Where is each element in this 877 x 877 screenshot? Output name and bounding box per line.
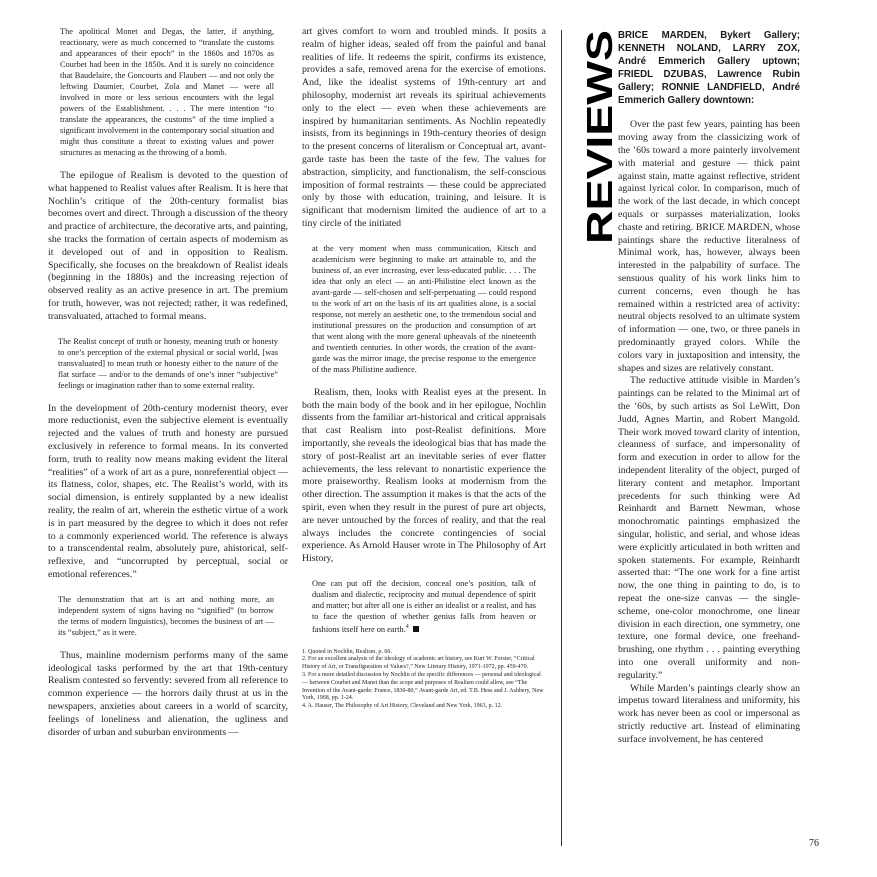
footnote-1: 1. Quoted in Nochlin, Realism, p. 60. xyxy=(302,648,392,655)
hauser-quote-text: One can put off the decision, conceal one’s position, talk of dualism and dialectic, reciprocity and mutual dependence of spirit and matter; but after all one is either an idealist or a realist, and has to face the question of whether genius falls from heaven or fashions itself here on earth. xyxy=(312,578,536,634)
block-quote-demonstration: The demonstration that art is art and nothing more, an independent system of signs having no “signified” (to borrow the terms of modern linguistics), becomes the business of art — its “subject,” as it were. xyxy=(58,594,274,637)
paragraph-epilogue: The epilogue of Realism is devoted to the question of what happened to Realist values after Realism. It is here that Nochlin’s critique of the 20th-century formalist bias becomes overt and direct. Through a discussion of the theory and practice of architecture, the decorative arts, and painting, she tracks the formation of certain aspects of modernism as it developed out of and in opposition to Realism. Specifically, she focuses on the breakdown of Realist ideals (beginning in the 1880s) and the increasing rejection of observed reality as an active presence in art. The premium for truth, however, was not rejected; rather, it was redefined, transvaluated, attached to formal means. xyxy=(48,170,288,322)
middle-column xyxy=(302,26,546,711)
footnotes xyxy=(302,647,546,711)
reviews-title-svg xyxy=(579,28,620,246)
paragraph-marden-literalness: While Marden’s paintings clearly show an impetus toward literalness and uniformity, his work has never been as cool or impersonal as strictly reductive art. Instead of eliminating surface involvement, he has centered xyxy=(618,682,800,745)
left-column xyxy=(48,26,288,739)
block-quote-realist-concept: The Realist concept of truth or honesty, meaning truth or honesty to one’s perception of the external physical or social world, [was transvaluated] to mean truth or honesty either to the nature of the flat surface — and/or to the demands of one’s inner “subjective” feelings or imagination rather than to some external reality. xyxy=(58,336,278,390)
block-quote-hauser xyxy=(302,578,546,635)
page-number: 76 xyxy=(809,838,819,849)
footnote-2: 2. For an excellent analysis of the ideology of academic art history, see Kurt W. Forster, “Critical History of Art, or Transfiguration of Values?,” New Literary History, 1971-1972, pp. 459-470. xyxy=(302,656,535,671)
paragraph-realism-looks: Realism, then, looks with Realist eyes at the present. In both the main body of the book and in her epilogue, Nochlin dissents from the familiar art-historical and critical appraisals that cast Realism into post-Realist definitions. More importantly, she reveals the ideological bias that has made the story of post-Realist art an inevitable series of ever flatter achievements, the less relevant to nonartistic experience the more praiseworthy. Realism looks at modernism from the other direction. The assumption it makes is that the acts of the spirit, even when they result in the purest of pure art objects, are never untouched by the forces of reality, and that the real always includes the concrete contingencies of social experience. As Arnold Hauser wrote in The Philosophy of Art History, xyxy=(302,386,546,565)
footnote-3: 3. For a more detailed discussion by Nochlin of the specific differences — personal and ideological — between Courbet and Manet than the scope and purposes of Realism could allow, see “The Invention of the Avant-garde: France, 1830-80,” Avant-garde Art, ed. T.B. Hess and J. Ashbery, New York, 1968, pp. 1-24. xyxy=(302,672,544,702)
reviews-title-text: REVIEWS xyxy=(579,77,620,244)
block-quote-mass-communication: at the very moment when mass communication, Kitsch and academicism were beginning to make art attainable to, and the business of, an ever increasing, ever less-educated public. . . . The idea that only an elect — an anti-Philistine elect known as the avant-garde — self-chosen and self-perpetuating — could respond to the work of art on the basis of its art qualities alone, is a social response, not merely an aesthetic one, to the tremendous social and institutional pressures on the production and consumption of art that went along with the more general upheavals of the nineteenth and twentieth centuries. In other words, the creation of the avant-garde was the mirror image, the precise response to the emergence of the mass Philistine audience. xyxy=(312,243,536,374)
paragraph-modernist-theory: In the development of 20th-century modernist theory, ever more reductionist, even the subjective element is eventually rejected and the values of truth and honesty are pursued exclusively in reference to formal means. In its converted form, truth to reality now means making evident the literal “realities” of a work of art as a pure, nonreferential object — its flatness, color, shapes, etc. The Realist’s world, with its social dimension, is entirely supplanted by a new idealist reality, the realm of art, wherein the esthetic virtue of a work is in part measured by the degree to which it does not refer to a commonly experienced world. The reference is always to a transcendental realm, absolutely pure, ahistorical, self-reflexive, and “uncorrupted by perceptual, social or emotional references.” xyxy=(48,402,288,580)
footnote-marker: 4 xyxy=(405,623,409,630)
block-quote-monet: The apolitical Monet and Degas, the latter, if anything, reactionary, were as much concerned to “translate the customs and appearances of their epoch” in the 1860s and 1870s as Courbet had been in the 1850s. And it is surely no coincidence that Baudelaire, the Goncourts and Flaubert — and not only the leftwing Daumier, Courbet, Zola and Manet — were all involved in more or less serious encounters with the legal powers of the Establishment. . . . The mere intention “to translate the appearances, the customs” of the time implied a significant involvement in the contemporary social situation and might thus constitute a threat to existing values and power structures as menacing as the throwing of a bomb. xyxy=(60,27,274,157)
reviews-section-title xyxy=(579,28,620,246)
footnote-4: 4. A. Hauser, The Philosophy of Art History, Cleveland and New York, 1963, p. 12. xyxy=(302,703,503,710)
end-mark-icon xyxy=(413,626,419,632)
paragraph-art-gives-comfort: art gives comfort to worn and troubled minds. It posits a realm of higher ideas, sealed off from the painful and banal realities of life. It redeems the spirit, confirms its existence, provides a safe, removed arena for the exercise of emotions. And, like the idealist systems of 19th-century art and philosophy, modernist art reveals its spiritual achievements only to the elect — even when these achievements are inspired by humanitarian sentiments. As Nochlin repeatedly insists, from its beginnings in 19th-century theories of design to the present concerns of literalism or Conceptual art, avant-garde taste has been the taste of the few. The values for abstraction, simplicity, and functionalism, the self-conscious imposition of formal restraints — these could be appreciated only by those with education, training, and leisure. It is significant that modernism limited the audience of art to a tiny circle of the initiated xyxy=(302,26,546,229)
paragraph-reductive-attitude: The reductive attitude visible in Marden’s paintings can be related to the Minimal art of the ’60s, by such artists as Sol LeWitt, Don Judd, Agnes Martin, and Robert Mangold. Their work moved toward clarity of intention, cleanness of surface, and impersonality of form and execution in order to allow for the independent literality of the object, purged of literary content and metaphor. Important precedents for such thinking were Ad Reinhardt and Barnett Newman, whose monochromatic paintings emphasized the singular, holistic, and serial, and whose ideas were explicitly articulated in both written and spoken statements. For example, Reinhardt asserted that: “The one work for a fine artist now, the one thing in painting to do, is to repeat the one-size canvas — the single-scheme, one-color monochrome, one linear division in each direction, one symmetry, one texture, one formal device, one freehand-brushing, one rhythm . . . painting everything into one overall uniformity and non-regularity.” xyxy=(618,375,800,681)
paragraph-marden-intro: Over the past few years, painting has been moving away from the classicizing work of the ’60s toward a more painterly involvement with material and gesture — thick paint against stain, matte against reflective, strident against lyrical color. In comparison, much of the work of the last decade, in which concept equals or surpasses materialization, looks chaste and retiring. BRICE MARDEN, whose paintings share the reductive literalness of Minimal work, has, however, always been interested in the palpability of surface. The sensuous quality of his work links him to current concerns, even though he has remained within a restricted area of activity: neutral objects resolved to an ultimate system of information — one, two, or three panels in predominantly grayed colors. While the colors vary in juxtaposition and intensity, the shapes and sizes are relatively constant. xyxy=(618,119,800,374)
review-heading: BRICE MARDEN, Bykert Gallery; KENNETH NOLAND, LARRY ZOX, André Emmerich Gallery uptown; FRIEDL DZUBAS, Lawrence Rubin Gallery; RONNIE LANDFIELD, André Emmerich Gallery downtown: xyxy=(618,30,800,106)
right-column xyxy=(618,30,800,746)
column-divider xyxy=(561,30,562,846)
paragraph-mainline-modernism: Thus, mainline modernism performs many of the same ideological tasks performed by the art that 19th-century Realism contested so fervently: severed from all reference to common experience — the horrors daily thrust at us in the newspapers, anxieties about careers in a world of scarcity, feelings of loneliness and alienation, the ugliness and disorder of urban and suburban environments — xyxy=(48,649,288,738)
